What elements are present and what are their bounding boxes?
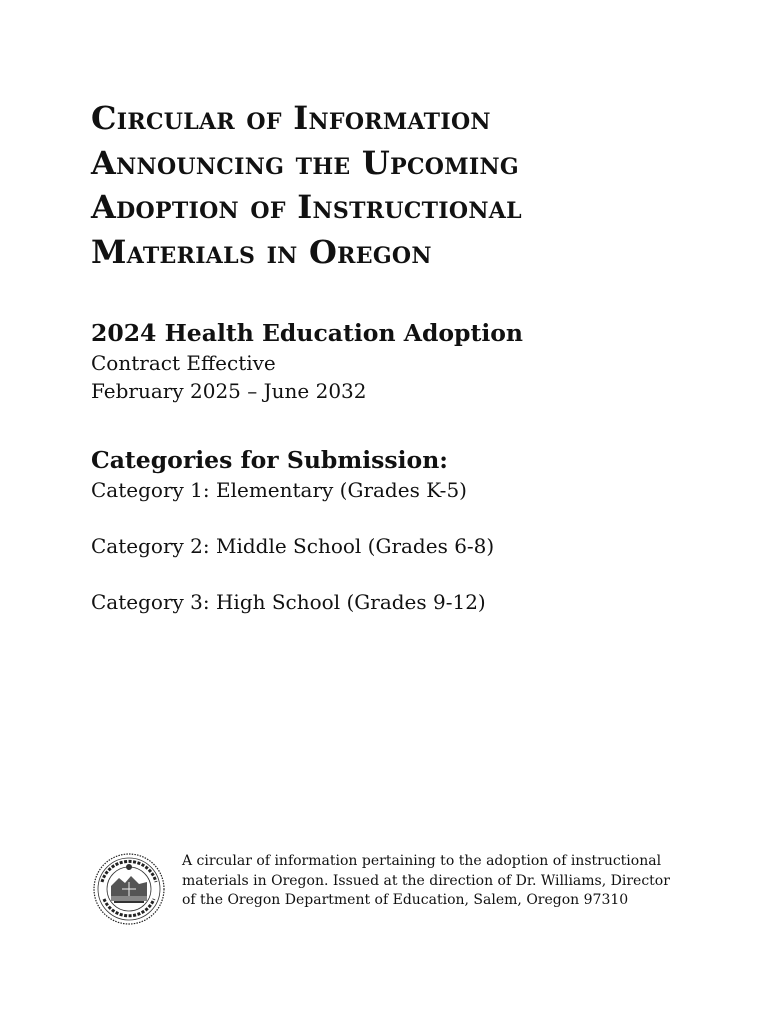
categories-heading: Categories for Submission: bbox=[91, 446, 448, 474]
title-line: Announcing the Upcoming bbox=[91, 143, 519, 182]
state-seal-icon bbox=[92, 852, 166, 926]
contract-dates: February 2025 – June 2032 bbox=[91, 379, 367, 403]
footer-note bbox=[182, 852, 682, 911]
footer-line: of the Oregon Department of Education, Salem, Oregon 97310 bbox=[182, 892, 629, 908]
document-title bbox=[91, 96, 522, 274]
contract-label: Contract Effective bbox=[91, 351, 276, 375]
category-item: Category 1: Elementary (Grades K-5) bbox=[91, 478, 467, 502]
adoption-heading: 2024 Health Education Adoption bbox=[91, 319, 524, 347]
category-item: Category 3: High School (Grades 9-12) bbox=[91, 590, 486, 614]
title-line: Adoption of Instructional bbox=[91, 188, 522, 226]
categories-section bbox=[91, 444, 494, 616]
title-line: Materials in Oregon bbox=[91, 232, 432, 271]
category-item: Category 2: Middle School (Grades 6-8) bbox=[91, 534, 495, 558]
footer-line: A circular of information pertaining to the adoption of instructional bbox=[182, 853, 662, 869]
footer-line: materials in Oregon. Issued at the direction of Dr. Williams, Director bbox=[182, 872, 670, 889]
adoption-section bbox=[91, 317, 523, 405]
title-line: Circular of Information bbox=[91, 99, 491, 137]
